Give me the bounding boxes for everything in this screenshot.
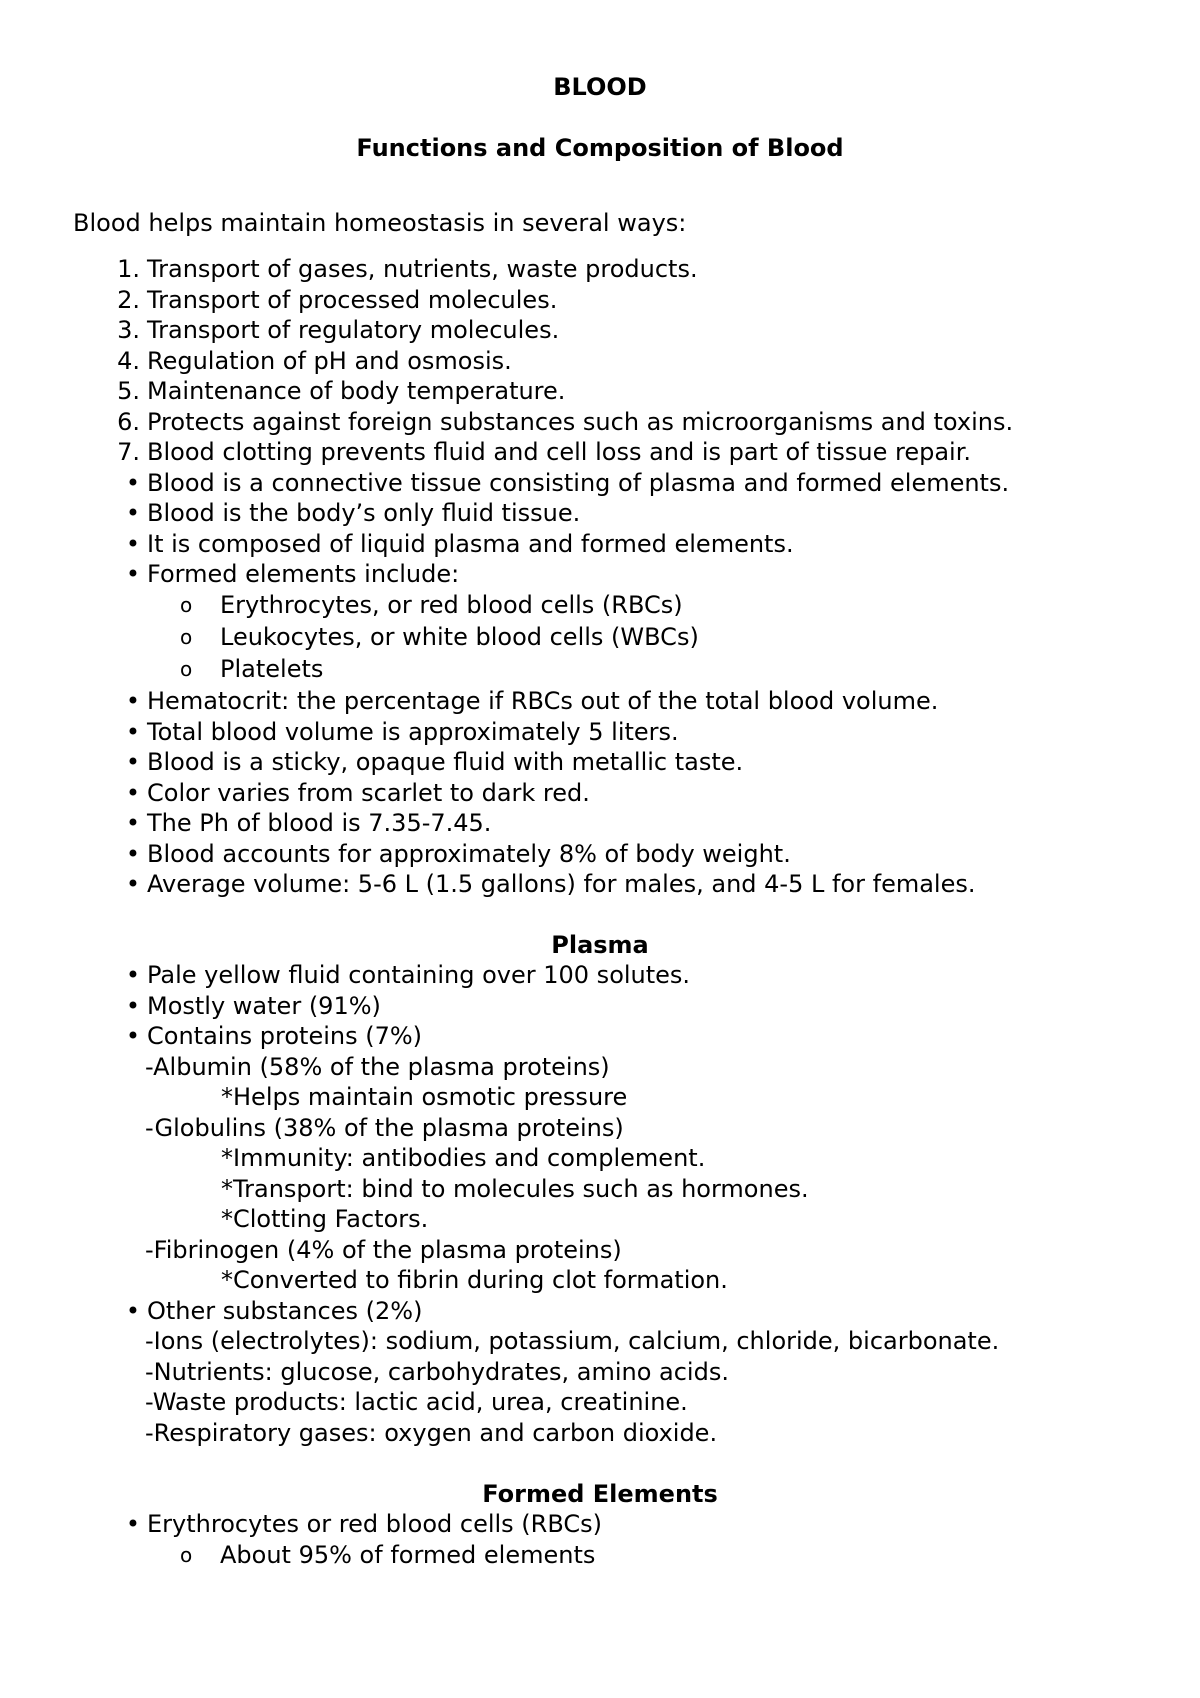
sub-bullet-text: Leukocytes, or white blood cells (WBCs) [220, 623, 699, 651]
bullet-item [0, 869, 1200, 899]
bullet-symbol: • [125, 748, 140, 776]
bullet-item [0, 468, 1200, 498]
item-text: Transport of gases, nutrients, waste products. [147, 255, 698, 283]
other-substance: -Ions (electrolytes): sodium, potassium, calcium, chloride, bicarbonate. [145, 1327, 1000, 1355]
item-text: Transport of processed molecules. [147, 286, 558, 314]
protein-fibrinogen: -Fibrinogen (4% of the plasma proteins) [145, 1236, 622, 1264]
other-substance-line [0, 1357, 1200, 1387]
sub-bullet-symbol: o [180, 625, 193, 649]
item-text: Transport of regulatory molecules. [147, 316, 560, 344]
numbered-item [0, 376, 1200, 406]
bullet-item [0, 1509, 1200, 1539]
bullet-symbol: • [125, 718, 140, 746]
item-text: Protects against foreign substances such as microorganisms and toxins. [147, 408, 1014, 436]
sub-bullet-item [0, 1540, 1200, 1570]
bullet-item [0, 529, 1200, 559]
item-number: 3. [117, 316, 140, 344]
bullet-text: Erythrocytes or red blood cells (RBCs) [147, 1510, 603, 1538]
item-number: 7. [117, 438, 140, 466]
bullet-symbol: • [125, 560, 140, 588]
other-substance-line [0, 1418, 1200, 1448]
protein-note: *Immunity: antibodies and complement. [221, 1144, 706, 1172]
sub-bullet-item [0, 654, 1200, 684]
sub-bullet-text: Platelets [220, 655, 324, 683]
sub-bullet-symbol: o [180, 657, 193, 681]
bullet-text: Formed elements include: [147, 560, 460, 588]
bullet-item [0, 1021, 1200, 1051]
sub-bullet-symbol: o [180, 1543, 193, 1567]
item-number: 5. [117, 377, 140, 405]
section-heading-formed-elements: Formed Elements [482, 1480, 718, 1508]
item-number: 2. [117, 286, 140, 314]
document-title: BLOOD [553, 73, 647, 101]
sub-bullet-text: Erythrocytes, or red blood cells (RBCs) [220, 591, 683, 619]
item-text: Blood clotting prevents fluid and cell loss and is part of tissue repair. [147, 438, 971, 466]
bullet-text: Blood is a connective tissue consisting of plasma and formed elements. [147, 469, 1010, 497]
item-number: 1. [117, 255, 140, 283]
bullet-text: Pale yellow fluid containing over 100 solutes. [147, 961, 691, 989]
bullet-text: Hematocrit: the percentage if RBCs out of the total blood volume. [147, 687, 939, 715]
protein-note: *Helps maintain osmotic pressure [221, 1083, 628, 1111]
other-substance-line [0, 1387, 1200, 1417]
item-number: 4. [117, 347, 140, 375]
bullet-symbol: • [125, 687, 140, 715]
intro-line [0, 208, 1200, 238]
protein-note: *Clotting Factors. [221, 1205, 429, 1233]
bullet-item [0, 686, 1200, 716]
bullet-text: Total blood volume is approximately 5 liters. [147, 718, 679, 746]
protein-note-line [0, 1082, 1200, 1112]
item-text: Maintenance of body temperature. [147, 377, 566, 405]
sub-bullet-symbol: o [180, 593, 193, 617]
bullet-symbol: • [125, 499, 140, 527]
protein-note-line [0, 1265, 1200, 1295]
section-heading-plasma: Plasma [551, 931, 649, 959]
bullet-symbol: • [125, 779, 140, 807]
bullet-symbol: • [125, 992, 140, 1020]
bullet-symbol: • [125, 469, 140, 497]
bullet-item [0, 778, 1200, 808]
protein-note: *Transport: bind to molecules such as hormones. [221, 1175, 809, 1203]
bullet-text: The Ph of blood is 7.35-7.45. [147, 809, 492, 837]
bullet-text: Blood accounts for approximately 8% of body weight. [147, 840, 791, 868]
bullet-item [0, 839, 1200, 869]
bullet-item [0, 747, 1200, 777]
numbered-item [0, 254, 1200, 284]
numbered-item [0, 285, 1200, 315]
bullet-item [0, 717, 1200, 747]
bullet-symbol: • [125, 1022, 140, 1050]
other-substance-line [0, 1326, 1200, 1356]
other-substance: -Respiratory gases: oxygen and carbon dioxide. [145, 1419, 718, 1447]
protein-line [0, 1052, 1200, 1082]
item-text: Regulation of pH and osmosis. [147, 347, 512, 375]
bullet-text: Color varies from scarlet to dark red. [147, 779, 590, 807]
bullet-symbol: • [125, 840, 140, 868]
bullet-text: Blood is a sticky, opaque fluid with metallic taste. [147, 748, 744, 776]
numbered-item [0, 346, 1200, 376]
section-heading-functions: Functions and Composition of Blood [356, 134, 844, 162]
protein-albumin: -Albumin (58% of the plasma proteins) [145, 1053, 610, 1081]
protein-line [0, 1235, 1200, 1265]
protein-note: *Converted to fibrin during clot formation. [221, 1266, 728, 1294]
bullet-item [0, 559, 1200, 589]
protein-note-line [0, 1143, 1200, 1173]
protein-note-line [0, 1204, 1200, 1234]
sub-bullet-text: About 95% of formed elements [220, 1541, 596, 1569]
bullet-text: Other substances (2%) [147, 1297, 423, 1325]
item-number: 6. [117, 408, 140, 436]
bullet-item [0, 808, 1200, 838]
bullet-symbol: • [125, 809, 140, 837]
bullet-symbol: • [125, 870, 140, 898]
bullet-item [0, 960, 1200, 990]
bullet-symbol: • [125, 1297, 140, 1325]
bullet-item [0, 1296, 1200, 1326]
bullet-symbol: • [125, 961, 140, 989]
sub-bullet-item [0, 622, 1200, 652]
numbered-item [0, 407, 1200, 437]
bullet-text: Blood is the body’s only fluid tissue. [147, 499, 581, 527]
bullet-text: Average volume: 5-6 L (1.5 gallons) for males, and 4-5 L for females. [147, 870, 976, 898]
intro-text: Blood helps maintain homeostasis in several ways: [73, 209, 687, 237]
sub-bullet-item [0, 590, 1200, 620]
bullet-item [0, 991, 1200, 1021]
other-substance: -Waste products: lactic acid, urea, creatinine. [145, 1388, 688, 1416]
numbered-item [0, 315, 1200, 345]
protein-note-line [0, 1174, 1200, 1204]
bullet-text: It is composed of liquid plasma and formed elements. [147, 530, 794, 558]
protein-line [0, 1113, 1200, 1143]
bullet-item [0, 498, 1200, 528]
bullet-symbol: • [125, 1510, 140, 1538]
numbered-item [0, 437, 1200, 467]
protein-globulins: -Globulins (38% of the plasma proteins) [145, 1114, 624, 1142]
bullet-text: Contains proteins (7%) [147, 1022, 423, 1050]
bullet-text: Mostly water (91%) [147, 992, 381, 1020]
other-substance: -Nutrients: glucose, carbohydrates, amino acids. [145, 1358, 729, 1386]
bullet-symbol: • [125, 530, 140, 558]
